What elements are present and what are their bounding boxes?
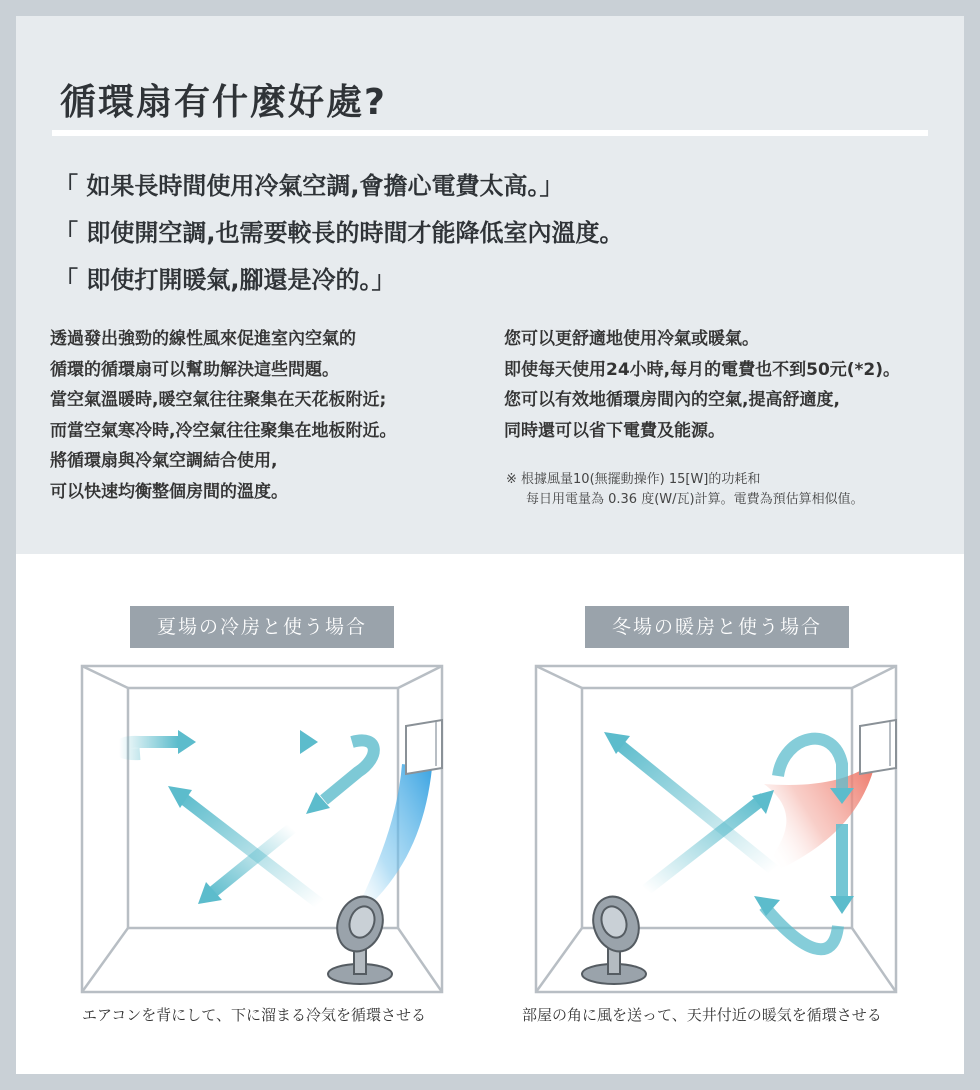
explanation-right [504,324,900,446]
paragraph-line: 當空氣溫暖時,暖空氣往往聚集在天花板附近; [50,390,387,410]
footnote [506,470,864,510]
winter-room-diagram [534,664,898,994]
paragraph-line: 您可以有效地循環房間內的空氣,提高舒適度, [504,390,840,410]
paragraph-line: 即使每天使用24小時,每月的電費也不到50元(*2)。 [504,359,901,380]
wall-air-conditioner-icon [406,720,442,774]
paragraph-line: 透過發出強勁的線性風來促進室內空氣的 [50,329,356,349]
paragraph-line: 而當空氣寒冷時,冷空氣往往聚集在地板附近。 [50,420,397,441]
room-outline [82,666,442,992]
winter-caption: 部屋の角に風を送って、天井付近の暖気を循環させる [522,1006,882,1024]
circulator-fan-icon [582,890,646,984]
page-title: 循環扇有什麼好處? [60,82,387,123]
concern-quotes [54,166,623,307]
airflow-arrow-icon [119,742,300,754]
quote-line: 「 如果長時間使用冷氣空調,會擔心電費太高。」 [54,172,564,200]
paragraph-line: 將循環扇與冷氣空調結合使用, [50,451,278,471]
infographic-frame [16,16,964,1074]
benefits-panel [16,16,964,554]
footnote-line: 每日用電量為 0.36 度(W/瓦)計算。電費為預估算相似值。 [526,492,864,507]
title-divider [52,130,928,136]
paragraph-line: 您可以更舒適地使用冷氣或暖氣。 [504,329,759,349]
footnote-line: ※ 根據風量10(無擺動操作) 15[W]的功耗和 [506,472,761,487]
summer-caption: エアコンを背にして、下に溜まる冷気を循環させる [82,1006,426,1024]
summer-room-diagram [80,664,444,994]
quote-line: 「 即使開空調,也需要較長的時間才能降低室內溫度。 [54,219,624,247]
paragraph-line: 循環的循環扇可以幫助解決這些問題。 [50,359,339,380]
wall-air-conditioner-icon [860,720,896,774]
winter-label: 冬場の暖房と使う場合 [585,606,849,648]
circulator-fan-icon [328,890,392,984]
summer-label: 夏場の冷房と使う場合 [130,606,394,648]
paragraph-line: 同時還可以省下電費及能源。 [504,420,725,441]
explanation-left [50,324,396,507]
paragraph-line: 可以快速均衡整個房間的溫度。 [50,481,288,502]
quote-line: 「 即使打開暖氣,腳還是冷的。」 [54,266,396,294]
